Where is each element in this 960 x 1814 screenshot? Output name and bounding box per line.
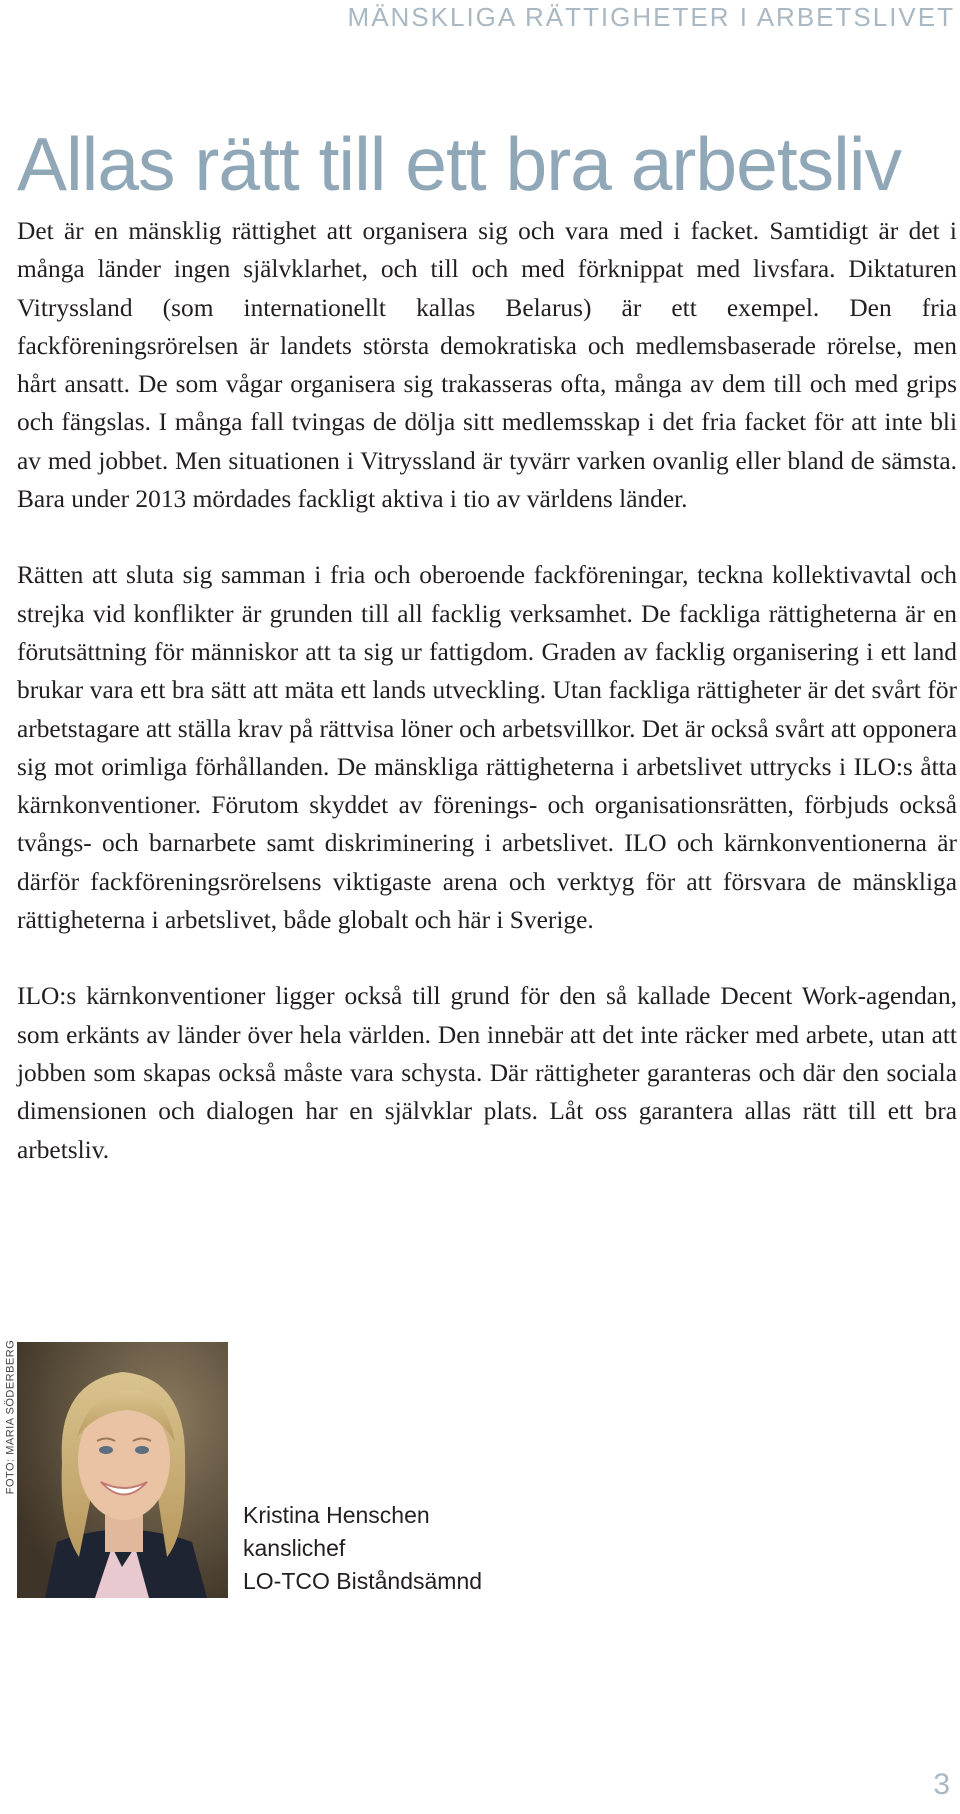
portrait-photo	[17, 1342, 228, 1598]
author-role: kanslichef	[243, 1535, 346, 1561]
photo-credit-text: FOTO: MARIA SÖDERBERG	[4, 1339, 17, 1495]
portrait-illustration	[17, 1342, 228, 1598]
paragraph-2: Rätten att sluta sig samman i fria och oberoende fackföreningar, teckna kollektivavtal och strejka vid konflikter är grunden till all facklig verksamhet. De fackliga rättigheterna är en förutsättning för människor att ta sig ur fattigdom. Graden av facklig organisering i ett land brukar vara ett bra sätt att mäta ett lands utveckling. Utan fackliga rättigheter är det svårt för arbetstagare att ställa krav på rättvisa löner och arbetsvillkor. Det är också svårt att opponera sig mot orimliga förhållanden. De mänskliga rättigheterna i arbetslivet uttrycks i ILO:s åtta kärnkonventioner. Förutom skyddet av förenings- och organisationsrätten, förbjuds också tvångs- och barnarbete samt diskriminering i arbetslivet. ILO och kärnkonventionerna är därför fackföreningsrörelsens viktigaste arena och verktyg för att försvara de mänskliga rättigheterna i arbetslivet, både globalt och här i Sverige.	[17, 561, 957, 935]
author-name: Kristina Henschen	[243, 1502, 430, 1528]
running-header: MÄNSKLIGA RÄTTIGHETER I ARBETSLIVET	[347, 2, 955, 32]
paragraph-3: ILO:s kärnkonventioner ligger också till grund för den så kallade Decent Work-agendan, som erkänts av länder över hela världen. Den innebär att det inte räcker med arbete, utan att jobben som skapas också måste vara schysta. Där rättigheter garanteras och där den sociala dimensionen och dialogen har en självklar plats. Låt oss garantera allas rätt till ett bra arbetsliv.	[17, 982, 957, 1164]
signature-block	[243, 1499, 482, 1598]
page-title: Allas rätt till ett bra arbetsliv	[17, 122, 901, 206]
paragraph-1: Det är en mänsklig rättighet att organisera sig och vara med i facket. Samtidigt är det i många länder ingen självklarhet, och till och med förknippat med livsfara. Diktaturen Vitryssland (som internationellt kallas Belarus) är ett exempel. Den fria fackföreningsrörelsen är landets största demokratiska och medlemsbaserade rörelse, men hårt ansatt. De som vågar organisera sig trakasseras ofta, många av dem till och med grips och fängslas. I många fall tvingas de dölja sitt medlemsskap i det fria facket för att inte bli av med jobbet. Men situationen i Vitryssland är tyvärr varken ovanlig eller bland de sämsta. Bara under 2013 mördades fackligt aktiva i tio av världens länder.	[17, 217, 957, 514]
page-number: 3	[933, 1768, 950, 1801]
author-organization: LO-TCO Biståndsämnd	[243, 1568, 483, 1594]
article-body	[17, 212, 957, 1207]
